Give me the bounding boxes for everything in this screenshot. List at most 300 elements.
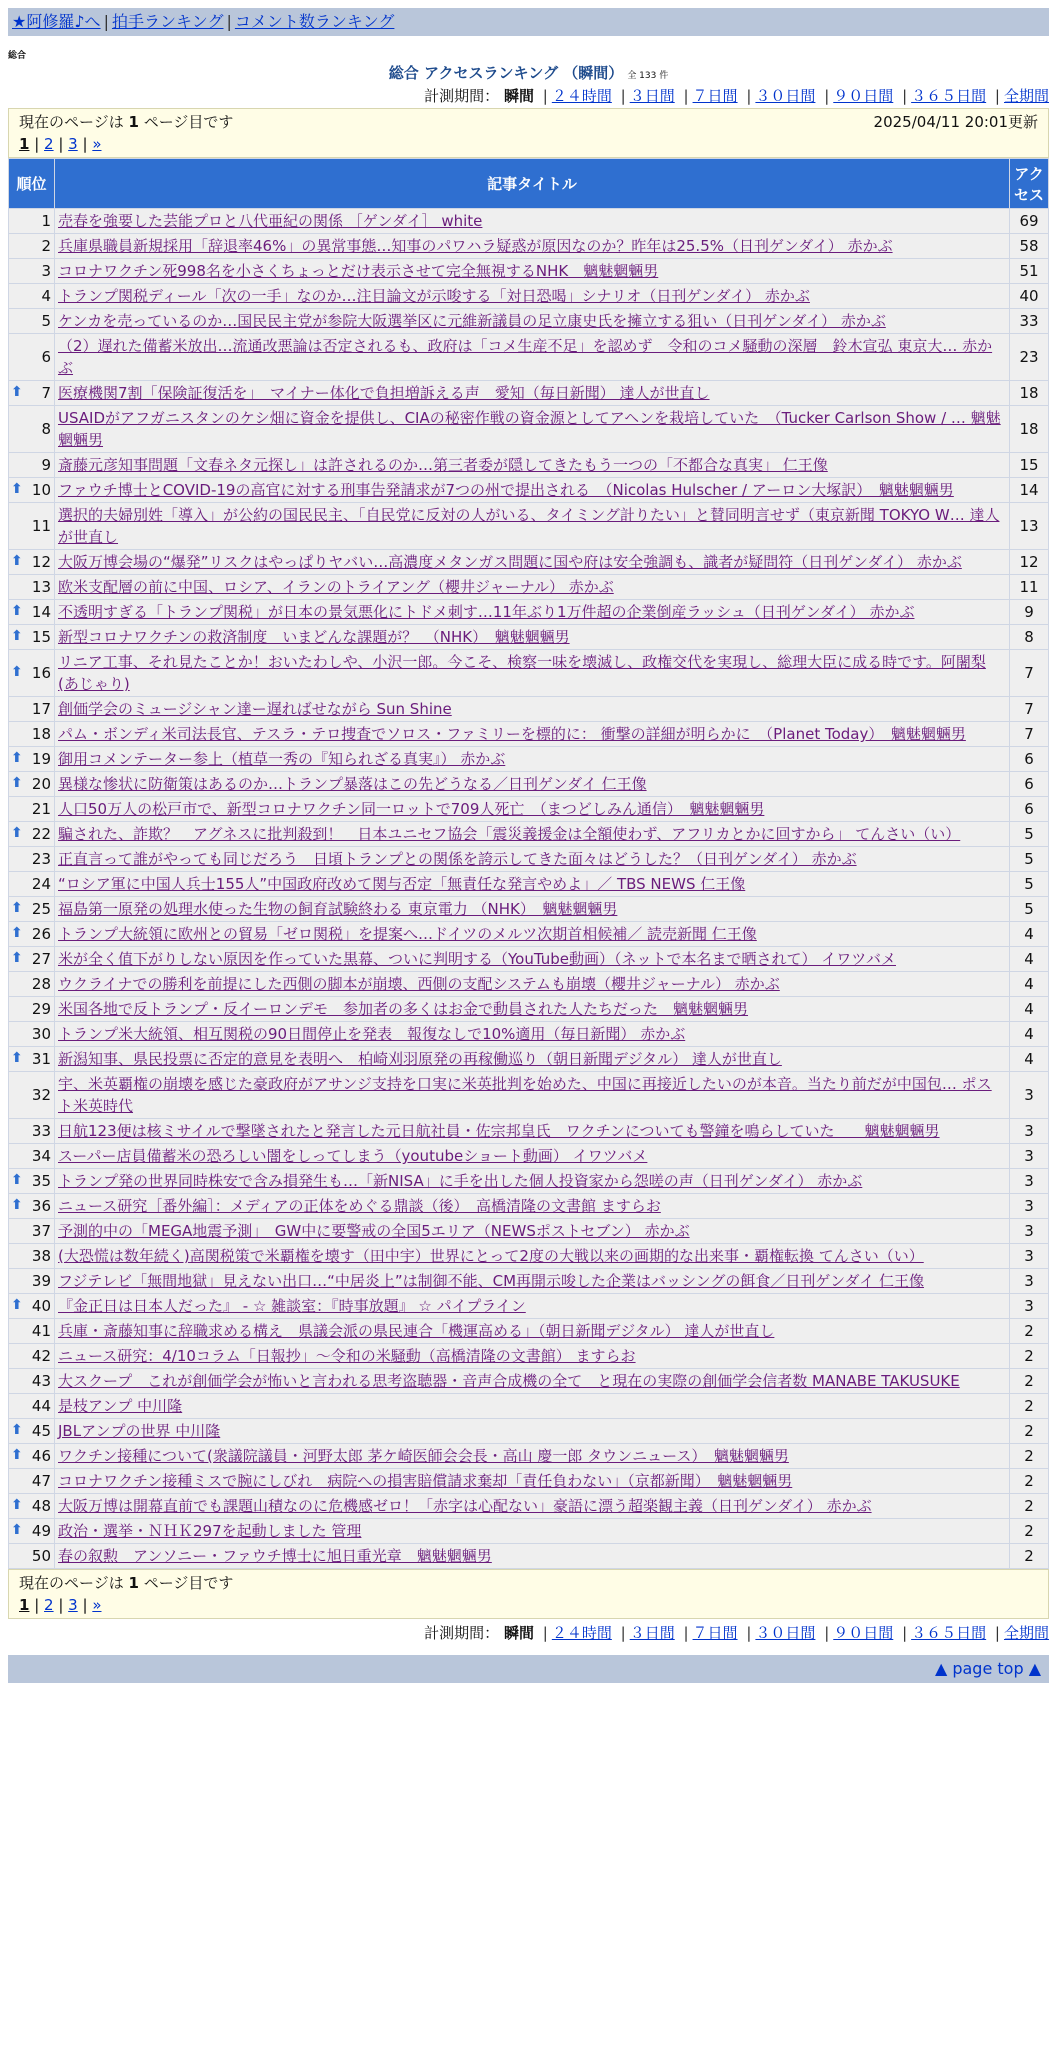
rank-number: 36	[31, 1197, 51, 1215]
rank-number: 45	[31, 1422, 51, 1440]
title-cell	[55, 600, 1010, 625]
table-row	[9, 334, 1049, 381]
page-link-2[interactable]: 2	[44, 135, 54, 153]
table-row	[9, 1022, 1049, 1047]
title-cell	[55, 1072, 1010, 1119]
article-title-link[interactable]: 大阪万博は開幕直前でも課題山積なのに危機感ゼロ！「赤字は心配ない」豪語に漂う超楽観主義（日刊ゲンダイ） 赤かぶ	[58, 1497, 872, 1515]
access-count: 9	[1010, 600, 1049, 625]
period-link-all-bottom[interactable]: 全期間	[1003, 1624, 1049, 1642]
access-count: 2	[1010, 1419, 1049, 1444]
article-title-link[interactable]: 兵庫・斎藤知事に辞職求める構え 県議会派の県民連合「機運高める」（朝日新聞デジタル） 達人が世直し	[58, 1322, 775, 1340]
header-access: アクセス	[1010, 159, 1049, 209]
article-title-link[interactable]: 大スクープ これが創価学会が怖いと言われる思考盗聴器・音声合成機の全て と現在の実際の創価学会信者数 MANABE TAKUSUKE	[58, 1372, 960, 1390]
rank-number: 7	[41, 384, 51, 402]
period-link-365d[interactable]: ３６５日間	[911, 87, 987, 105]
rank-cell	[9, 478, 55, 503]
page-link-3-bottom[interactable]: 3	[68, 1596, 78, 1614]
access-count: 6	[1010, 772, 1049, 797]
access-count: 12	[1010, 550, 1049, 575]
rank-number: 39	[31, 1272, 51, 1290]
rank-cell	[9, 209, 55, 234]
rank-cell	[9, 334, 55, 381]
period-link-30d-bottom[interactable]: ３０日間	[755, 1624, 816, 1642]
table-row	[9, 575, 1049, 600]
table-row	[9, 1419, 1049, 1444]
access-count: 4	[1010, 972, 1049, 997]
access-count: 3	[1010, 1119, 1049, 1144]
access-count: 6	[1010, 747, 1049, 772]
access-count: 14	[1010, 478, 1049, 503]
pager-bottom	[8, 1569, 1049, 1619]
table-row	[9, 1072, 1049, 1119]
period-link-3d[interactable]: ３日間	[629, 87, 675, 105]
table-row	[9, 797, 1049, 822]
rank-cell	[9, 1544, 55, 1569]
article-title-link[interactable]: 選択的夫婦別姓「導入」が公約の国民民主、「自民党に反対の人がいる、タイミング計りたい」と賛同明言せず（東京新聞 TOKYO W… 達人が世直し	[58, 506, 1000, 546]
rank-number: 32	[31, 1086, 51, 1104]
up-arrow-icon: ⬆	[11, 603, 23, 619]
table-row	[9, 922, 1049, 947]
period-link-30d[interactable]: ３０日間	[755, 87, 816, 105]
page-link-next-bottom[interactable]: »	[92, 1596, 102, 1614]
access-count: 11	[1010, 575, 1049, 600]
article-title-link[interactable]: ニュース研究［番外編］：メディアの正体をめぐる鼎談（後） 高橋清隆の文書館 ますらお	[58, 1197, 661, 1215]
rank-cell	[9, 1219, 55, 1244]
rank-number: 5	[41, 312, 51, 330]
title-cell	[55, 1194, 1010, 1219]
title-cell	[55, 1244, 1010, 1269]
rank-number: 4	[41, 287, 51, 305]
rank-cell	[9, 922, 55, 947]
access-count: 4	[1010, 947, 1049, 972]
rank-number: 41	[31, 1322, 51, 1340]
period-selector-bottom: 計測期間： 瞬間 | ２４時間 | ３日間 | ７日間 | ３０日間 | ９０日間 | ３６５日間 | 全期間	[424, 1624, 1049, 1642]
table-row	[9, 478, 1049, 503]
page-link-next[interactable]: »	[92, 135, 102, 153]
article-title-link[interactable]: トランプ発の世界同時株安で含み損発生も…「新NISA」に手を出した個人投資家から怨嗟の声（日刊ゲンダイ） 赤かぶ	[58, 1172, 863, 1190]
article-title-link[interactable]: 斎藤元彦知事問題「文春ネタ元探し」は許されるのか…第三者委が隠してきたもう一つの「不都合な真実」 仁王像	[58, 456, 828, 474]
article-title-link[interactable]: 春の叙勲 アンソニー・ファウチ博士に旭日重光章 魑魅魍魎男	[58, 1547, 492, 1565]
rank-cell	[9, 381, 55, 406]
table-row	[9, 1444, 1049, 1469]
access-count: 3	[1010, 1219, 1049, 1244]
access-count: 18	[1010, 381, 1049, 406]
article-title-link[interactable]: ケンカを売っているのか…国民民主党が参院大阪選挙区に元維新議員の足立康史氏を擁立する狙い（日刊ゲンダイ） 赤かぶ	[58, 312, 886, 330]
rank-number: 49	[31, 1522, 51, 1540]
table-row	[9, 1269, 1049, 1294]
article-title-link[interactable]: ワクチン接種について(衆議院議員・河野太郎 茅ケ崎医師会会長・高山 慶一郎 タウンニュース） 魑魅魍魎男	[58, 1447, 789, 1465]
rank-number: 3	[41, 262, 51, 280]
period-link-all[interactable]: 全期間	[1003, 87, 1049, 105]
rank-number: 38	[31, 1247, 51, 1265]
title-cell	[55, 1294, 1010, 1319]
article-title-link[interactable]: 騙された、詐欺？ アグネスに批判殺到！ 日本ユニセフ協会「震災義援金は全額使わず、アフリカとかに回すから」 てんさい（い）	[58, 825, 961, 843]
article-title-link[interactable]: 売春を強要した芸能プロと八代亜紀の関係 ［ゲンダイ］ white	[58, 212, 483, 230]
article-title-link[interactable]: 兵庫県職員新規採用「辞退率46%」の異常事態…知事のパワハラ疑惑が原因なのか？昨年は25.5%（日刊ゲンダイ） 赤かぶ	[58, 237, 893, 255]
article-title-link[interactable]: 大阪万博会場の“爆発”リスクはやっぱりヤバい…高濃度メタンガス問題に国や府は安全強調も、識者が疑問符（日刊ゲンダイ） 赤かぶ	[58, 553, 962, 571]
period-label: 計測期間：	[424, 87, 500, 105]
up-arrow-icon: ⬆	[11, 1197, 23, 1213]
table-row	[9, 650, 1049, 697]
article-title-link[interactable]: 宇、米英覇権の崩壊を感じた豪政府がアサンジ支持を口実に米英批判を始めた、中国に再接近したいのが本音。当たり前だが中国包… ポスト米英時代	[58, 1075, 992, 1115]
title-cell	[55, 797, 1010, 822]
article-title-link[interactable]: 医療機関7割「保険証復活を」 マイナー体化で負担増訴える声 愛知（毎日新聞） 達人が世直し	[58, 384, 710, 402]
title-cell	[55, 575, 1010, 600]
rank-cell	[9, 697, 55, 722]
article-title-link[interactable]: “ロシア軍に中国人兵士155人”中国政府改めて関与否定「無責任な発言やめよ」／ TBS NEWS 仁王像	[58, 875, 746, 893]
up-arrow-icon: ⬆	[11, 1447, 23, 1463]
total-count: 全 133 件	[627, 71, 669, 81]
article-title-link[interactable]: 政治・選挙・ＮＨＫ297を起動しました 管理	[58, 1522, 362, 1540]
article-title-link[interactable]: 『金正日は日本人だった』 - ☆ 雑談室：『時事放題』 ☆ パイプライン	[58, 1297, 526, 1315]
rank-cell	[9, 1519, 55, 1544]
article-title-link[interactable]: ニュース研究：4/10コラム「日報抄」～令和の米騒動（高橋清隆の文書館） ますらお	[58, 1347, 636, 1365]
rank-cell	[9, 1319, 55, 1344]
period-link-7d-bottom[interactable]: ７日間	[692, 1624, 738, 1642]
page-top-link[interactable]: ▲ page top ▲	[934, 1659, 1041, 1678]
article-title-link[interactable]: 米が全く值下がりしない原因を作っていた黒幕、ついに判明する（YouTube動画）（ネットで本名まで晒されて） イワツバメ	[58, 950, 896, 968]
article-title-link[interactable]: コロナワクチン死998名を小さくちょっとだけ表示させて完全無視するNHK 魑魅魍魎男	[58, 262, 659, 280]
access-count: 2	[1010, 1369, 1049, 1394]
access-count: 3	[1010, 1244, 1049, 1269]
article-title-link[interactable]: 新潟知事、県民投票に否定的意見を表明へ 柏崎刈羽原発の再稼働巡り（朝日新聞デジタル） 達人が世直し	[58, 1050, 782, 1068]
footer-bar	[8, 1655, 1049, 1683]
title-cell	[55, 1269, 1010, 1294]
rank-cell	[9, 575, 55, 600]
article-title-link[interactable]: 欧米支配層の前に中国、ロシア、イランのトライアング（櫻井ジャーナル） 赤かぶ	[58, 578, 614, 596]
rank-number: 37	[31, 1222, 51, 1240]
period-current: 瞬間	[503, 87, 534, 105]
title-cell	[55, 234, 1010, 259]
article-title-link[interactable]: ファウチ博士とCOVID-19の高官に対する刑事告発請求が7つの州で提出される （Nicolas Hulscher / アーロン大塚訳） 魑魅魍魎男	[58, 481, 954, 499]
title-cell	[55, 650, 1010, 697]
up-arrow-icon: ⬆	[11, 900, 23, 916]
rank-cell	[9, 1394, 55, 1419]
article-title-link[interactable]: 創価学会のミュージシャン達ー遅ればせながら Sun Shine	[58, 700, 452, 718]
rank-cell	[9, 1419, 55, 1444]
table-row	[9, 625, 1049, 650]
access-count: 2	[1010, 1494, 1049, 1519]
ranking-heading	[8, 62, 1049, 84]
table-row	[9, 209, 1049, 234]
table-row	[9, 309, 1049, 334]
up-arrow-icon: ⬆	[11, 628, 23, 644]
title-cell	[55, 259, 1010, 284]
rank-cell	[9, 503, 55, 550]
rank-number: 25	[31, 900, 51, 918]
rank-number: 30	[31, 1025, 51, 1043]
rank-number: 47	[31, 1472, 51, 1490]
article-title-link[interactable]: USAIDがアフガニスタンのケシ畑に資金を提供し、CIAの秘密作戦の資金源としてアヘンを栽培していた （Tucker Carlson Show / … 魑魅魍魎男	[58, 409, 1001, 449]
table-row	[9, 947, 1049, 972]
rank-cell	[9, 1072, 55, 1119]
rank-cell	[9, 600, 55, 625]
title-cell	[55, 1144, 1010, 1169]
rank-number: 43	[31, 1372, 51, 1390]
access-count: 2	[1010, 1519, 1049, 1544]
title-cell	[55, 972, 1010, 997]
current-page-text-bottom: 現在のページは 1 ページ目です	[19, 1574, 234, 1592]
title-cell	[55, 1469, 1010, 1494]
up-arrow-icon: ⬆	[11, 1050, 23, 1066]
title-cell	[55, 453, 1010, 478]
article-title-link[interactable]: トランプ関税ディール「次の一手」なのか…注目論文が示唆する「対日恐喝」シナリオ（日刊ゲンダイ） 赤かぶ	[58, 287, 810, 305]
table-row	[9, 1194, 1049, 1219]
table-row	[9, 453, 1049, 478]
rank-cell	[9, 406, 55, 453]
article-title-link[interactable]: 異様な惨状に防衛策はあるのか…トランプ暴落はこの先どうなる／日刊ゲンダイ 仁王像	[58, 775, 647, 793]
page-links: 1 | 2 | 3 | »	[19, 135, 102, 153]
table-row	[9, 1294, 1049, 1319]
title-cell	[55, 822, 1010, 847]
rank-cell	[9, 997, 55, 1022]
access-count: 8	[1010, 625, 1049, 650]
current-page-text: 現在のページは 1 ページ目です	[19, 113, 234, 131]
up-arrow-icon: ⬆	[11, 925, 23, 941]
rank-cell	[9, 972, 55, 997]
table-row	[9, 600, 1049, 625]
title-cell	[55, 1022, 1010, 1047]
title-cell	[55, 309, 1010, 334]
access-count: 58	[1010, 234, 1049, 259]
title-cell	[55, 1544, 1010, 1569]
access-count: 2	[1010, 1469, 1049, 1494]
top-nav-bar: ★阿修羅♪へ | 拍手ランキング | コメント数ランキング	[8, 8, 1049, 36]
table-row	[9, 722, 1049, 747]
access-count: 2	[1010, 1319, 1049, 1344]
rank-number: 12	[31, 553, 51, 571]
rank-cell	[9, 1022, 55, 1047]
table-row	[9, 872, 1049, 897]
article-title-link[interactable]: トランプ大統領に欧州との貿易「ゼロ関税」を提案へ…ドイツのメルツ次期首相候補／ 読売新聞 仁王像	[58, 925, 757, 943]
table-row	[9, 772, 1049, 797]
up-arrow-icon: ⬆	[11, 1522, 23, 1538]
rank-number: 29	[31, 1000, 51, 1018]
title-cell	[55, 209, 1010, 234]
article-title-link[interactable]: 新型コロナワクチンの救済制度 いまどんな課題が？ （NHK） 魑魅魍魎男	[58, 628, 570, 646]
rank-number: 31	[31, 1050, 51, 1068]
period-link-7d[interactable]: ７日間	[692, 87, 738, 105]
rank-cell	[9, 847, 55, 872]
title-cell	[55, 772, 1010, 797]
up-arrow-icon: ⬆	[11, 664, 23, 680]
pager-top	[8, 108, 1049, 158]
table-row	[9, 1519, 1049, 1544]
article-title-link[interactable]: パム・ボンディ米司法長官、テスラ・テロ捜査でソロス・ファミリーを標的に： 衝撃の詳細が明らかに （Planet Today） 魑魅魍魎男	[58, 725, 966, 743]
rank-cell	[9, 722, 55, 747]
access-count: 4	[1010, 997, 1049, 1022]
rank-number: 1	[41, 212, 51, 230]
title-cell	[55, 1394, 1010, 1419]
access-count: 3	[1010, 1294, 1049, 1319]
access-count: 5	[1010, 897, 1049, 922]
table-row	[9, 1244, 1049, 1269]
period-link-365d-bottom[interactable]: ３６５日間	[911, 1624, 987, 1642]
rank-cell	[9, 453, 55, 478]
article-title-link[interactable]: リニア工事、それ見たことか！おいたわしや、小沢一郎。今こそ、検察一味を壊滅し、政権交代を実現し、総理大臣に成る時です。阿闍梨(あじゃり)	[58, 653, 986, 693]
period-link-90d[interactable]: ９０日間	[833, 87, 894, 105]
rank-cell	[9, 1169, 55, 1194]
period-link-90d-bottom[interactable]: ９０日間	[833, 1624, 894, 1642]
table-row	[9, 1319, 1049, 1344]
rank-cell	[9, 772, 55, 797]
table-row	[9, 234, 1049, 259]
rank-cell	[9, 947, 55, 972]
table-row	[9, 972, 1049, 997]
access-count: 2	[1010, 1394, 1049, 1419]
title-cell	[55, 1419, 1010, 1444]
rank-number: 22	[31, 825, 51, 843]
rank-number: 28	[31, 975, 51, 993]
rank-cell	[9, 1144, 55, 1169]
title-cell	[55, 1119, 1010, 1144]
rank-number: 6	[41, 348, 51, 366]
period-link-3d-bottom[interactable]: ３日間	[629, 1624, 675, 1642]
title-cell	[55, 872, 1010, 897]
article-title-link[interactable]: 予測的中の「MEGA地震予測」 GW中に要警戒の全国5エリア（NEWSポストセブン） 赤かぶ	[58, 1222, 690, 1240]
rank-number: 20	[31, 775, 51, 793]
table-row	[9, 847, 1049, 872]
article-title-link[interactable]: 日航123便は核ミサイルで撃墜されたと発言した元日航社員・佐宗邦皇氏 ワクチンについても警鐘を鳴らしていた 魑魅魍魎男	[58, 1122, 940, 1140]
article-title-link[interactable]: 正直言って誰がやっても同じだろう 日頃トランプとの関係を誇示してきた面々はどうした？（日刊ゲンダイ） 赤かぶ	[58, 850, 857, 868]
rank-cell	[9, 872, 55, 897]
access-count: 23	[1010, 334, 1049, 381]
title-cell	[55, 722, 1010, 747]
access-count: 51	[1010, 259, 1049, 284]
article-title-link[interactable]: スーパー店員備蓄米の恐ろしい闇をしってしまう（youtubeショート動画） イワツバメ	[58, 1147, 648, 1165]
article-title-link[interactable]: フジテレビ「無間地獄」見えない出口…“中居炎上”は制御不能、CM再開示唆した企業はバッシングの餌食／日刊ゲンダイ 仁王像	[58, 1272, 924, 1290]
access-count: 4	[1010, 1022, 1049, 1047]
table-row	[9, 1469, 1049, 1494]
table-row	[9, 1144, 1049, 1169]
rank-number: 17	[31, 700, 51, 718]
title-cell	[55, 625, 1010, 650]
title-cell	[55, 847, 1010, 872]
article-title-link[interactable]: トランプ米大統領、相互関税の90日間停止を発表 報復なしで10%適用（毎日新聞） 赤かぶ	[58, 1025, 686, 1043]
rank-number: 40	[31, 1297, 51, 1315]
article-title-link[interactable]: （2）遅れた備蓄米放出…流通改悪論は否定されるも、政府は「コメ生産不足」を認めず 令和のコメ騒動の深層 鈴木宣弘 東京大… 赤かぶ	[58, 337, 993, 377]
rank-cell	[9, 550, 55, 575]
table-row	[9, 747, 1049, 772]
table-row	[9, 1119, 1049, 1144]
article-title-link[interactable]: 是枝アンプ 中川隆	[58, 1397, 183, 1415]
up-arrow-icon: ⬆	[11, 825, 23, 841]
title-cell	[55, 550, 1010, 575]
article-title-link[interactable]: 不透明すぎる「トランプ関税」が日本の景気悪化にトドメ刺す…11年ぶり1万件超の企業倒産ラッシュ（日刊ゲンダイ） 赤かぶ	[58, 603, 915, 621]
article-title-link[interactable]: 人口50万人の松戸市で、新型コロナワクチン同一ロットで709人死亡 （まつどしみん通信） 魑魅魍魎男	[58, 800, 765, 818]
applause-ranking-link[interactable]: 拍手ランキング	[111, 12, 224, 31]
up-arrow-icon: ⬆	[11, 1297, 23, 1313]
title-cell	[55, 284, 1010, 309]
table-row	[9, 503, 1049, 550]
access-count: 7	[1010, 722, 1049, 747]
rank-cell	[9, 259, 55, 284]
article-title-link[interactable]: JBLアンプの世界 中川隆	[58, 1422, 221, 1440]
title-cell	[55, 1369, 1010, 1394]
title-cell	[55, 1494, 1010, 1519]
article-title-link[interactable]: (大恐慌は数年続く)高関税策で米覇権を壊す（田中宇）世界にとって2度の大戦以来の画期的な出来事・覇権転換 てんさい（い）	[58, 1247, 924, 1265]
title-cell	[55, 334, 1010, 381]
up-arrow-icon: ⬆	[11, 750, 23, 766]
table-row	[9, 1047, 1049, 1072]
title-cell	[55, 1519, 1010, 1544]
rank-number: 44	[31, 1397, 51, 1415]
rank-number: 16	[31, 664, 51, 682]
title-cell	[55, 922, 1010, 947]
rank-number: 48	[31, 1497, 51, 1515]
access-count: 3	[1010, 1169, 1049, 1194]
home-link[interactable]: ★阿修羅♪へ	[12, 12, 101, 31]
rank-number: 15	[31, 628, 51, 646]
rank-cell	[9, 797, 55, 822]
access-count: 5	[1010, 822, 1049, 847]
rank-number: 26	[31, 925, 51, 943]
updated-timestamp: 2025/04/11 20:01更新	[873, 113, 1038, 131]
page-current-bottom: 1	[19, 1596, 30, 1614]
rank-cell	[9, 234, 55, 259]
rank-cell	[9, 1469, 55, 1494]
article-title-link[interactable]: コロナワクチン接種ミスで腕にしびれ 病院への損害賠償請求棄却「責任負わない」（京都新聞） 魑魅魍魎男	[58, 1472, 793, 1490]
period-link-24h-bottom[interactable]: ２４時間	[551, 1624, 612, 1642]
section-label: 総合	[8, 51, 27, 61]
article-title-link[interactable]: 米国各地で反トランプ・反イーロンデモ 参加者の多くはお金で動員された人たちだった 魑魅魍魎男	[58, 1000, 749, 1018]
rank-number: 23	[31, 850, 51, 868]
access-count: 5	[1010, 872, 1049, 897]
access-count: 2	[1010, 1444, 1049, 1469]
rank-cell	[9, 625, 55, 650]
title-cell	[55, 406, 1010, 453]
article-title-link[interactable]: ウクライナでの勝利を前提にした西側の脚本が崩壊、西側の支配システムも崩壊（櫻井ジャーナル） 赤かぶ	[58, 975, 780, 993]
up-arrow-icon: ⬆	[11, 553, 23, 569]
rank-cell	[9, 650, 55, 697]
access-count: 5	[1010, 847, 1049, 872]
ranking-table	[8, 158, 1049, 1569]
rank-cell	[9, 1244, 55, 1269]
table-row	[9, 1494, 1049, 1519]
table-row	[9, 1219, 1049, 1244]
access-count: 2	[1010, 1344, 1049, 1369]
rank-cell	[9, 309, 55, 334]
rank-number: 50	[31, 1547, 51, 1565]
up-arrow-icon: ⬆	[11, 481, 23, 497]
access-count: 3	[1010, 1144, 1049, 1169]
rank-number: 10	[31, 481, 51, 499]
rank-number: 9	[41, 456, 51, 474]
title-cell	[55, 1344, 1010, 1369]
rank-number: 34	[31, 1147, 51, 1165]
comment-ranking-link[interactable]: コメント数ランキング	[234, 12, 395, 31]
page-link-3[interactable]: 3	[68, 135, 78, 153]
rank-cell	[9, 1269, 55, 1294]
title-cell	[55, 478, 1010, 503]
page-link-2-bottom[interactable]: 2	[44, 1596, 54, 1614]
period-link-24h[interactable]: ２４時間	[551, 87, 612, 105]
access-count: 3	[1010, 1194, 1049, 1219]
header-title: 記事タイトル	[55, 159, 1010, 209]
table-row	[9, 550, 1049, 575]
article-title-link[interactable]: 御用コメンテーター参上（植草一秀の『知られざる真実』） 赤かぶ	[58, 750, 506, 768]
access-count: 40	[1010, 284, 1049, 309]
rank-number: 13	[31, 578, 51, 596]
rank-cell	[9, 284, 55, 309]
rank-cell	[9, 1047, 55, 1072]
table-row	[9, 1369, 1049, 1394]
up-arrow-icon: ⬆	[11, 950, 23, 966]
article-title-link[interactable]: 福島第一原発の処理水使った生物の飼育試験終わる 東京電力 （NHK） 魑魅魍魎男	[58, 900, 618, 918]
page-title: 総合 アクセスランキング （瞬間）	[388, 64, 624, 82]
up-arrow-icon: ⬆	[11, 384, 23, 400]
access-count: 33	[1010, 309, 1049, 334]
